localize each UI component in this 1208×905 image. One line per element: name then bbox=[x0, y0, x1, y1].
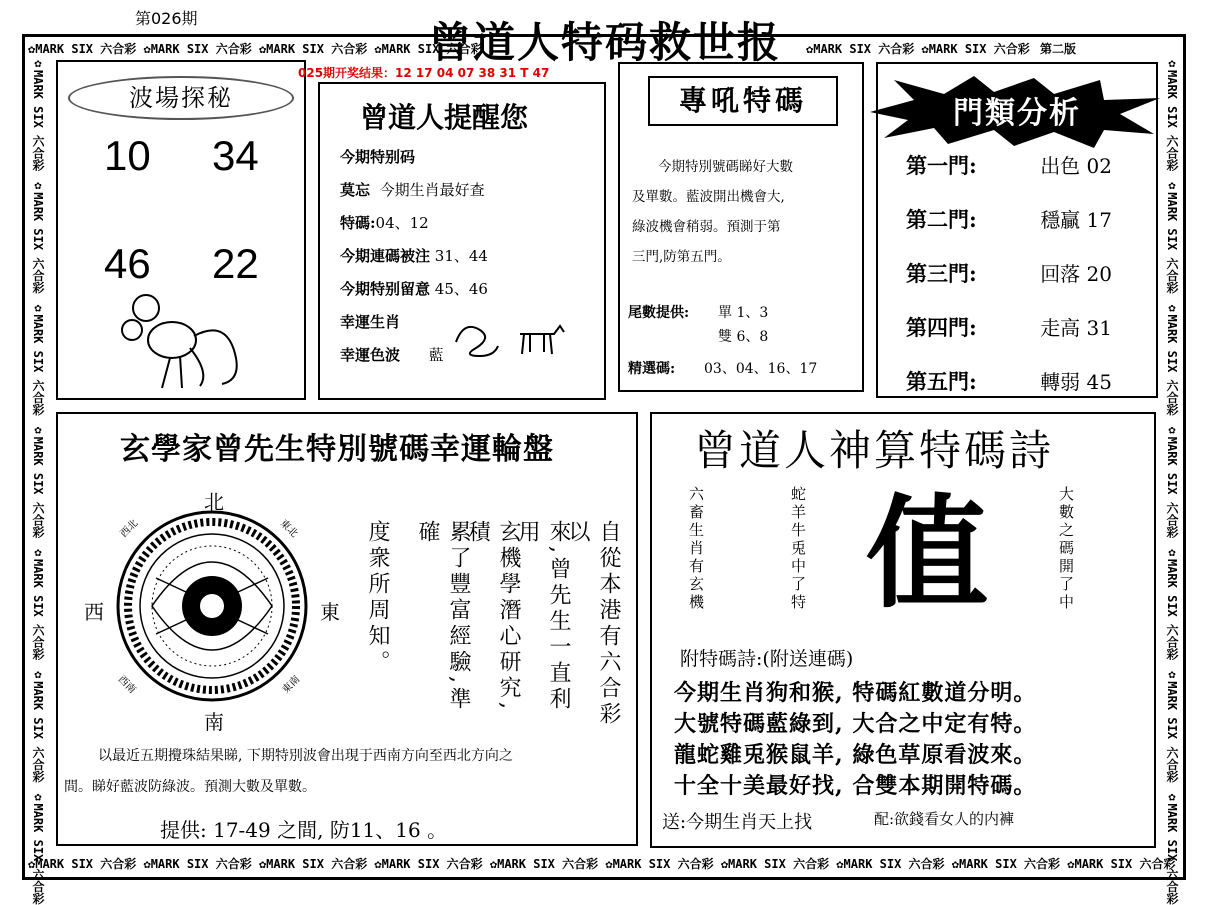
dir-west: 西 bbox=[84, 600, 104, 624]
wave-number: 34 bbox=[212, 132, 259, 179]
wheel-col: 玄機學潛心研究,積 bbox=[465, 520, 521, 713]
reminder-line: 今期特别留意 45、46 bbox=[340, 280, 488, 298]
gate-item: 第五門: 轉弱 45 bbox=[906, 369, 1112, 394]
special-title: 專吼特碼 bbox=[648, 76, 838, 126]
gate-item: 第四門: 走高 31 bbox=[906, 315, 1112, 340]
tail-double: 雙 6、8 bbox=[718, 329, 769, 345]
issue-number: 第026期 bbox=[135, 9, 198, 28]
wheel-desc: 以最近五期攪珠結果睇, 下期特別波會出現于西南方向至西北方向之 bbox=[98, 748, 513, 764]
tail-label: 尾數提供: bbox=[628, 305, 690, 321]
wheel-col: 度衆所周知。 bbox=[365, 520, 390, 676]
dir-north: 北 bbox=[204, 490, 224, 514]
monkey-illustration bbox=[110, 288, 250, 393]
wheel-col: 累了豐富經驗,準確 bbox=[415, 520, 471, 713]
poem-gift-pair: 配:欲錢看女人的内褲 bbox=[874, 810, 1015, 828]
reminder-line: 特碼:04、12 bbox=[340, 214, 429, 232]
dir-east: 東 bbox=[320, 600, 340, 624]
wave-number: 22 bbox=[212, 240, 259, 287]
border-strip-bottom: ✿MARK SIX 六合彩 ✿MARK SIX 六合彩 ✿MARK SIX 六合彩 ✿MARK SIX 六合彩 ✿MARK SIX 六合彩 ✿MARK SIX 六合彩 ✿MARK SIX 六合彩 ✿MARK SIX 六合彩 ✿MARK SIX 六合彩 ✿MARK SIX 六合彩 bbox=[28, 857, 1176, 871]
wheel-title: 玄學家曾先生特別號碼幸運輪盤 bbox=[120, 432, 554, 467]
poem-line: 龍蛇雞兎猴鼠羊, 綠色草原看波來。 bbox=[674, 742, 1037, 768]
poem-col: 蛇羊牛兎中了特 bbox=[789, 486, 807, 612]
border-strip-right: ✿MARK SIX 六合彩 ✿MARK SIX 六合彩 ✿MARK SIX 六合彩 ✿MARK SIX 六合彩 ✿MARK SIX 六合彩 ✿MARK SIX 六合彩 ✿MARK SIX 六合彩 bbox=[1165, 56, 1179, 905]
wave-number: 46 bbox=[104, 240, 151, 287]
poem-line: 大號特碼藍綠到, 大合之中定有特。 bbox=[674, 711, 1037, 737]
wave-number: 10 bbox=[104, 132, 151, 179]
tail-single: 單 1、3 bbox=[718, 305, 769, 321]
poem-subtitle: 附特碼詩:(附送連碼) bbox=[680, 648, 854, 670]
dir-nw: 西北 bbox=[118, 517, 141, 540]
dir-ne: 東北 bbox=[277, 517, 300, 540]
border-strip-left: ✿MARK SIX 六合彩 ✿MARK SIX 六合彩 ✿MARK SIX 六合彩 ✿MARK SIX 六合彩 ✿MARK SIX 六合彩 ✿MARK SIX 六合彩 ✿MARK SIX 六合彩 bbox=[31, 56, 45, 905]
reminder-line: 莫忘 今期生肖最好查 bbox=[340, 181, 485, 199]
poem-line: 十全十美最好找, 合雙本期開特碼。 bbox=[674, 773, 1037, 799]
selected-label: 精選碼: bbox=[628, 361, 676, 377]
wheel-desc: 間。睇好藍波防綠波。預測大數及單數。 bbox=[64, 779, 316, 795]
border-strip-top-right: ✿MARK SIX 六合彩 ✿MARK SIX 六合彩 bbox=[806, 42, 1030, 56]
poem-line: 今期生肖狗和猴, 特碼紅數道分明。 bbox=[674, 680, 1037, 706]
wave-title: 波場探秘 bbox=[68, 76, 294, 120]
reminder-line: 幸運生肖 bbox=[340, 313, 401, 331]
gates-title: 門類分析 bbox=[953, 96, 1081, 131]
border-strip-top-left: ✿MARK SIX 六合彩 ✿MARK SIX 六合彩 ✿MARK SIX 六合彩 ✿MARK SIX 六合彩 bbox=[28, 42, 483, 56]
gate-item: 第二門: 穩贏 17 bbox=[906, 207, 1112, 232]
reminder-title: 曾道人提醒您 bbox=[360, 101, 529, 134]
big-character: 值 bbox=[866, 481, 988, 625]
reminder-line: 今期特别码 bbox=[340, 148, 416, 166]
wheel-col: 來,曾先生一直利用 bbox=[515, 520, 571, 713]
gates-list bbox=[906, 150, 1156, 420]
page-title: 曾道人特码救世报 bbox=[428, 18, 781, 67]
poem-col: 六畜生肖有玄機 bbox=[687, 486, 705, 612]
gate-item: 第一門: 出色 02 bbox=[906, 153, 1112, 178]
reminder-line: 今期連碼被注 31、44 bbox=[340, 247, 488, 265]
dir-se: 東南 bbox=[280, 673, 303, 696]
selected-value: 03、04、16、17 bbox=[704, 361, 818, 377]
poem-gift: 送:今期生肖天上找 bbox=[662, 812, 813, 833]
wheel-col: 自從本港有六合彩以 bbox=[565, 520, 621, 728]
last-result: 025期开奖结果：12 17 04 07 38 31 T 47 bbox=[298, 66, 550, 80]
wheel-provide: 提供: 17-49 之間, 防11、16 。 bbox=[160, 818, 448, 842]
border-strip-edition bbox=[1040, 40, 1160, 57]
special-text: 今期特別號碼睇好大數 及單數。藍波開出機會大, 綠波機會稍弱。預測于第 三門,防第五門。 bbox=[632, 159, 793, 265]
poem-title: 曾道人神算特碼詩 bbox=[694, 426, 1055, 475]
poem-col: 大數之碼開了中 bbox=[1057, 486, 1075, 612]
poem-lines bbox=[674, 678, 1144, 802]
snake-dog-illustration bbox=[450, 312, 570, 360]
reminder-line: 幸運色波 藍 bbox=[340, 346, 444, 364]
gate-item: 第三門: 回落 20 bbox=[906, 261, 1112, 286]
dir-south: 南 bbox=[204, 710, 224, 734]
edition-label: 第二版 bbox=[1040, 42, 1077, 56]
dir-sw: 西南 bbox=[115, 673, 138, 696]
